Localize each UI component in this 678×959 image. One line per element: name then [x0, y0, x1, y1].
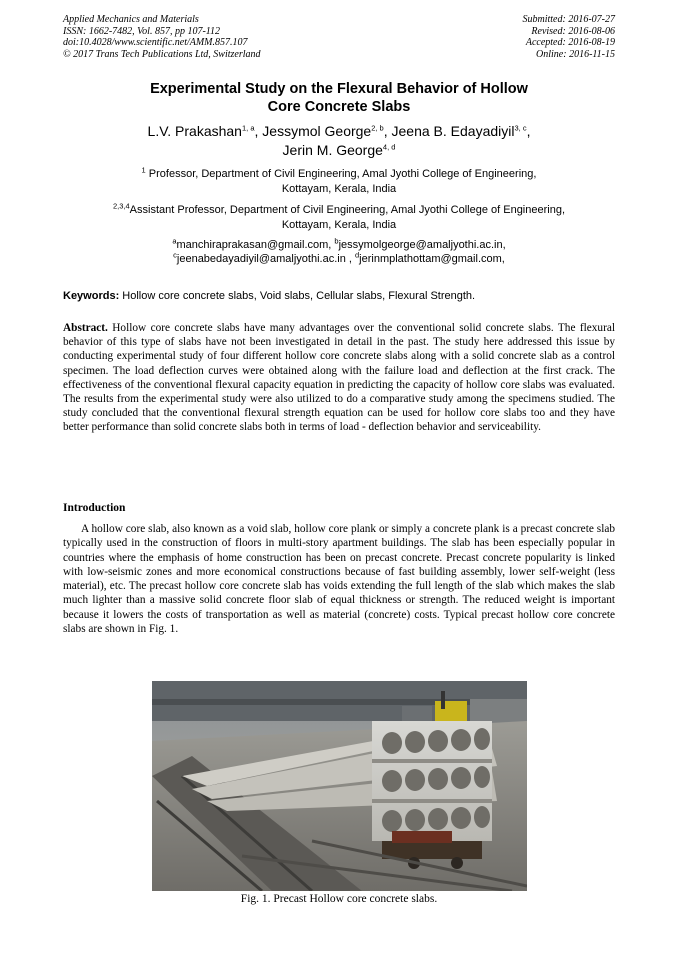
- submission-dates: [523, 14, 616, 60]
- email-line-2: [63, 249, 615, 267]
- hollow-core-slabs-photo: [152, 681, 527, 891]
- title-line-2: Core Concrete Slabs: [267, 99, 411, 115]
- authors-line-1: [63, 122, 615, 141]
- affiliation-superscript: 1: [141, 165, 146, 175]
- authors-line-2: [63, 141, 615, 160]
- email-line-1: [63, 236, 615, 253]
- author-name: L.V. Prakashan: [147, 123, 242, 139]
- doi-line: doi:10.4028/www.scientific.net/AMM.857.107: [63, 37, 248, 48]
- author-superscript: 2, b: [371, 123, 384, 133]
- keywords: [63, 289, 615, 303]
- affiliation-1: [63, 167, 615, 196]
- email-address[interactable]: jeenabedayadiyil@amaljyothi.ac.in ,: [176, 252, 355, 265]
- email-superscript: d: [355, 249, 360, 259]
- introduction-paragraph: A hollow core slab, also known as a void slab, hollow core plank or simply a concrete plank is a precast concrete slab typically used in the construction of floors in multi-story apartment buildings. The slab has been especially popular in countries where the emphasis of home construction has been on precast concrete. Precast concrete popularity is linked with low-seismic zones and more economical constructions because of fast building assembly, lower self-weight (less material), etc. The precast hollow core concrete slab has voids extending the full length of the slab which makes the slab much lighter than a massive solid concrete floor slab of equal thickness or strength. The reduced weight is important because it lowers the costs of transportation as well as material (concrete) costs. Typical precast hollow core concrete slabs are shown in Fig. 1.: [63, 523, 615, 636]
- affiliation-line: [63, 167, 615, 182]
- section-heading: Introduction: [63, 502, 126, 514]
- figure-hollow-core-slabs: [152, 681, 527, 891]
- affiliation-2: [63, 203, 615, 232]
- abstract-label: Abstract.: [63, 322, 108, 334]
- revised-date: Revised: 2016-08-06: [531, 25, 615, 37]
- figure-caption: Fig. 1. Precast Hollow core concrete slabs.: [240, 893, 438, 905]
- author-name: Jerin M. George: [282, 142, 383, 158]
- author-name: Jessymol George: [262, 123, 372, 139]
- keywords-text: Hollow core concrete slabs, Void slabs, Cellular slabs, Flexural Strength.: [119, 290, 476, 302]
- email-address[interactable]: jessymolgeorge@amaljyothi.ac.in,: [338, 239, 506, 251]
- abstract: [63, 321, 615, 435]
- email-list: [63, 236, 615, 266]
- issn-line: ISSN: 1662-7482, Vol. 857, pp 107-112: [63, 25, 221, 37]
- journal-name: Applied Mechanics and Materials: [63, 14, 199, 25]
- author-name: Jeena B. Edayadiyil: [391, 123, 515, 139]
- author-superscript: 1, a: [241, 123, 255, 133]
- title-line-1: Experimental Study on the Flexural Behavior of Hollow: [150, 81, 528, 97]
- online-date: Online: 2016-11-15: [536, 48, 615, 60]
- keywords-label: Keywords:: [63, 290, 120, 302]
- author-separator: ,: [383, 123, 392, 139]
- email-address[interactable]: jerinmplathottam@gmail.com,: [359, 252, 505, 265]
- affiliation-superscript: 2,3,4: [112, 201, 130, 211]
- affiliation-text: Assistant Professor, Department of Civil Engineering, Amal Jyothi College of Engineering,: [129, 204, 566, 216]
- author-superscript: 4, d: [382, 142, 396, 152]
- email-address[interactable]: manchiraprakasan@gmail.com,: [176, 239, 335, 251]
- journal-info: [63, 14, 261, 60]
- paper-title: [63, 80, 615, 116]
- author-separator: ,: [254, 123, 263, 139]
- affiliation-line: [63, 203, 615, 218]
- affiliation-location: Kottayam, Kerala, India: [281, 218, 397, 231]
- author-list: [63, 122, 615, 160]
- accepted-date: Accepted: 2016-08-19: [525, 37, 615, 48]
- copyright-line: © 2017 Trans Tech Publications Ltd, Switzerland: [63, 48, 261, 60]
- email-superscript: a: [172, 236, 177, 246]
- author-superscript: 3, c: [514, 123, 527, 133]
- affiliation-location: Kottayam, Kerala, India: [281, 182, 397, 195]
- abstract-text: Hollow core concrete slabs have many advantages over the conventional solid concrete slabs. The flexural behavior of this type of slabs have not been investigated in detail in the past. The study here addressed this issue by conducting experimental study of four different hollow core concrete slabs along with a solid concrete slab as a control specimen. The load deflection curves were obtained along with the failure load and deflection at the first crack. The effectiveness of the conventional flexural capacity equation in predicting the capacity of hollow core slabs was evaluated. The results from the experimental study were also utilized to do a comparative study among the specimens studied. The study concluded that the conventional flexural strength equation can be used for hollow core slabs too and they have better performance than solid concrete slabs both in terms of load - deflection behavior and serviceability.: [63, 322, 615, 434]
- author-separator: ,: [526, 123, 531, 139]
- email-superscript: b: [334, 236, 339, 246]
- email-superscript: c: [173, 249, 177, 259]
- submitted-date: Submitted: 2016-07-27: [522, 14, 615, 25]
- affiliation-text: Professor, Department of Civil Engineering, Amal Jyothi College of Engineering,: [148, 168, 537, 180]
